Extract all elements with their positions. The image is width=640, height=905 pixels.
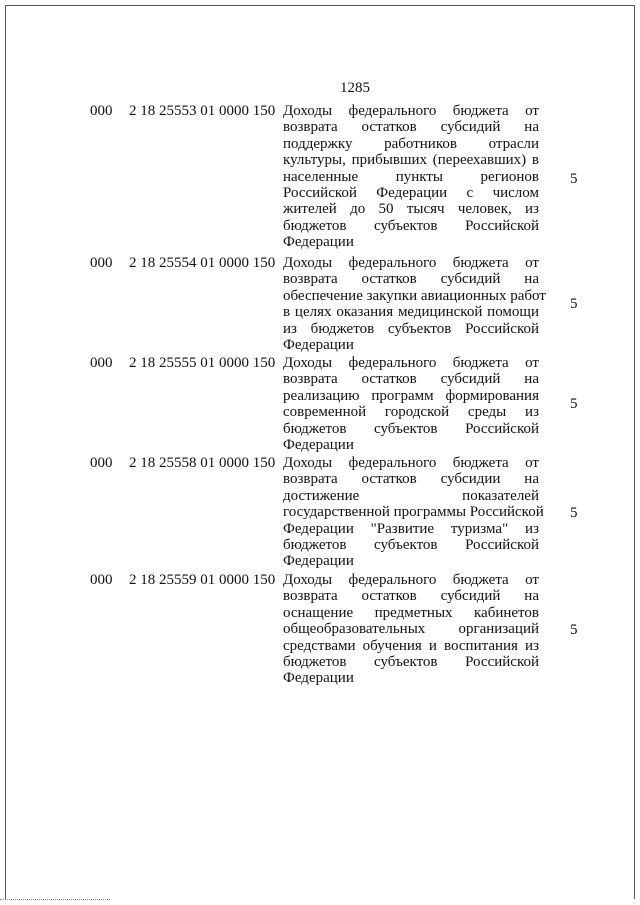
- row-description: [283, 455, 544, 570]
- description-line: бюджетов субъектов Российской: [283, 217, 539, 234]
- description-line: государственной программы Российской: [283, 504, 544, 521]
- budget-classification-code: 2 18 25559 01 0000 150: [129, 572, 276, 588]
- description-line: в целях оказания медицинской помощи: [283, 304, 539, 321]
- description-line: возврата остатков субсидий на: [283, 271, 539, 288]
- row-description: [283, 103, 539, 251]
- description-line: современной городской среды из: [283, 404, 539, 421]
- description-line: населенные пункты регионов: [283, 168, 539, 185]
- budget-classification-code: 2 18 25558 01 0000 150: [129, 455, 276, 471]
- description-line: из бюджетов субъектов Российской: [283, 320, 539, 337]
- description-line: обеспечение закупки авиационных работ: [283, 287, 546, 304]
- description-line: достижение показателей: [283, 487, 539, 504]
- description-line: возврата остатков субсидий на: [283, 588, 539, 605]
- description-line: Доходы федерального бюджета от: [283, 103, 539, 119]
- budget-classification-code: 2 18 25554 01 0000 150: [129, 255, 276, 271]
- amount-value: 5: [570, 505, 578, 521]
- admin-code: 000: [90, 455, 113, 471]
- description-line: Доходы федерального бюджета от: [283, 455, 539, 471]
- description-line: Российской Федерации с числом: [283, 184, 539, 201]
- amount-value: 5: [570, 396, 578, 412]
- budget-classification-code: 2 18 25555 01 0000 150: [129, 355, 276, 371]
- description-line: возврата остатков субсидии на: [283, 471, 539, 488]
- admin-code: 000: [90, 572, 113, 588]
- description-line: бюджетов субъектов Российской: [283, 420, 539, 437]
- description-line: жителей до 50 тысяч человек, из: [283, 201, 539, 218]
- description-line: Доходы федерального бюджета от: [283, 355, 539, 371]
- admin-code: 000: [90, 255, 113, 271]
- description-line: Федерации "Развитие туризма" из: [283, 520, 539, 537]
- description-line: бюджетов субъектов Российской: [283, 653, 539, 670]
- budget-classification-code: 2 18 25553 01 0000 150: [129, 103, 276, 119]
- row-description: [283, 572, 539, 687]
- description-line: бюджетов субъектов Российской: [283, 536, 539, 553]
- description-line: культуры, прибывших (переехавших) в: [283, 152, 539, 169]
- description-line: Федерации: [283, 234, 354, 251]
- row-description: [283, 255, 546, 353]
- amount-value: 5: [570, 296, 578, 312]
- description-line: Доходы федерального бюджета от: [283, 255, 539, 271]
- description-line: Федерации: [283, 436, 354, 453]
- description-line: поддержку работников отрасли: [283, 135, 539, 152]
- description-line: Доходы федерального бюджета от: [283, 572, 539, 588]
- description-line: оснащение предметных кабинетов: [283, 604, 539, 621]
- description-line: Федерации: [283, 670, 354, 687]
- description-line: Федерации: [283, 336, 354, 353]
- admin-code: 000: [90, 103, 113, 119]
- amount-value: 5: [570, 622, 578, 638]
- description-line: возврата остатков субсидий на: [283, 119, 539, 136]
- description-line: Федерации: [283, 553, 354, 570]
- amount-value: 5: [570, 171, 578, 187]
- description-line: общеобразовательных организаций: [283, 621, 539, 638]
- admin-code: 000: [90, 355, 113, 371]
- description-line: возврата остатков субсидий на: [283, 371, 539, 388]
- footer-rule: [0, 899, 110, 901]
- page-number: 1285: [340, 80, 370, 96]
- description-line: реализацию программ формирования: [283, 387, 539, 404]
- row-description: [283, 355, 539, 453]
- description-line: средствами обучения и воспитания из: [283, 637, 539, 654]
